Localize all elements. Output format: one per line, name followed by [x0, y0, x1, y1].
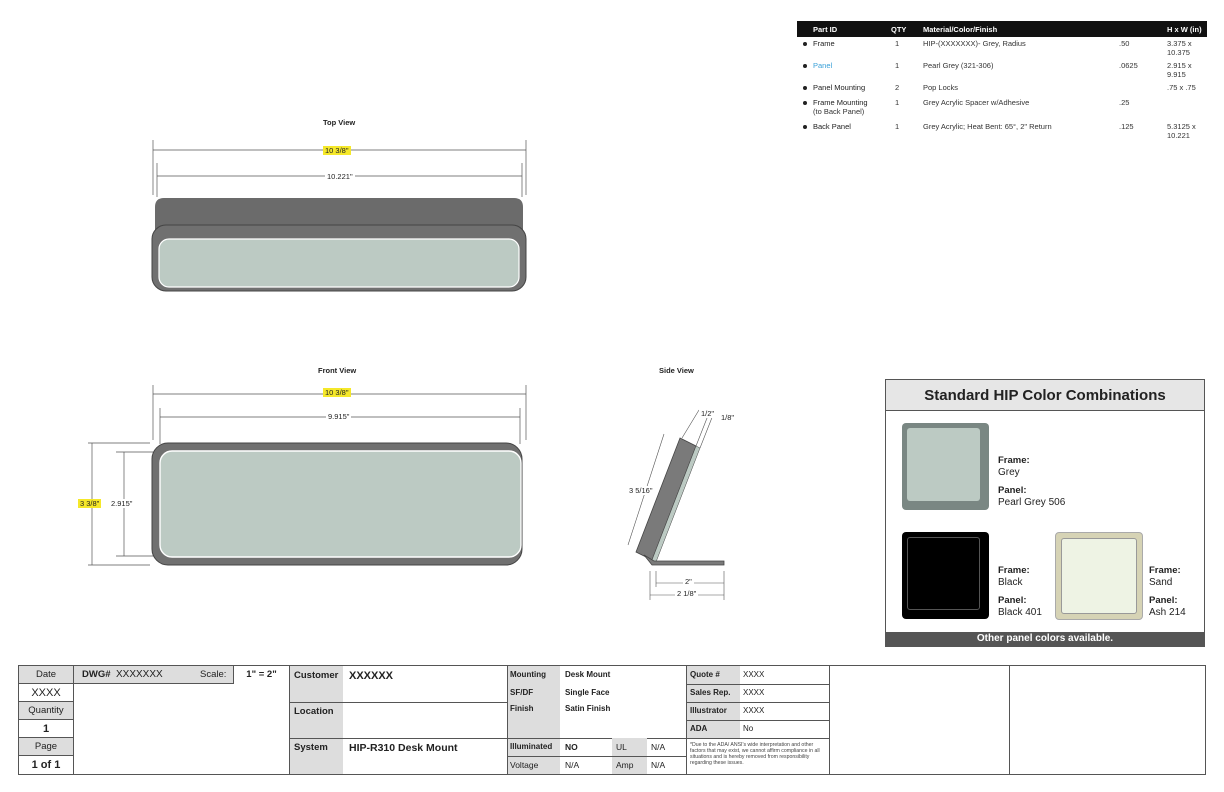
thickness-cell: .0625 — [1119, 61, 1138, 70]
combo-sand-panel-label: Panel: — [1149, 595, 1178, 606]
part-id-cell — [797, 81, 887, 96]
front-dim-outer: 10 3/8" — [325, 388, 349, 397]
part-id-sub: (to Back Panel) — [813, 107, 865, 116]
illustrator-label: Illustrator — [690, 706, 727, 715]
side-dim-b: 1/8" — [721, 413, 735, 422]
part-id-cell — [797, 37, 887, 59]
front-dim-height-outer: 3 3/8" — [80, 499, 100, 508]
sfdf-label: SF/DF — [510, 688, 534, 697]
quantity-value: 1 — [19, 720, 74, 738]
illuminated-value: NO — [565, 742, 578, 752]
voltage-label: Voltage — [510, 760, 539, 770]
side-dim-total: 2 1/8" — [677, 589, 697, 598]
parts-row — [797, 120, 1207, 142]
qty-cell: 1 — [895, 98, 900, 107]
ul-label: UL — [616, 742, 627, 752]
top-view-title: Top View — [323, 118, 356, 127]
side-dim-length: 3 5/16" — [629, 486, 653, 495]
bullet-icon — [803, 101, 807, 105]
parts-table — [797, 21, 1207, 142]
top-view-drawing — [140, 135, 540, 300]
amp-label: Amp — [616, 760, 634, 770]
divider — [829, 666, 830, 774]
side-view-title: Side View — [659, 366, 694, 375]
divider — [687, 702, 829, 703]
side-view-drawing — [600, 395, 740, 600]
swatch-black-panel — [907, 537, 980, 610]
location-label: Location — [294, 706, 334, 717]
thickness-cell: .125 — [1119, 122, 1134, 131]
finish-label: Finish — [510, 704, 534, 713]
ada-value: No — [743, 724, 754, 733]
qty-cell: 1 — [895, 61, 900, 70]
system-label: System — [294, 742, 328, 753]
part-id-cell — [797, 59, 887, 81]
parts-row — [797, 59, 1207, 81]
divider — [508, 756, 687, 757]
scale-label: Scale: — [200, 669, 227, 680]
size-cell — [1163, 96, 1207, 120]
date-label: Date — [19, 666, 74, 684]
parts-row — [797, 81, 1207, 96]
col-material: Material/Color/Finish — [919, 21, 1115, 37]
quote-value: XXXX — [743, 670, 765, 679]
combo-grey-frame-label: Frame: — [998, 455, 1030, 466]
col-thickness — [1115, 21, 1163, 37]
front-view-title: Front View — [318, 366, 357, 375]
part-id-cell — [797, 120, 887, 142]
amp-value: N/A — [651, 760, 666, 770]
mounting-value: Desk Mount — [565, 670, 611, 679]
col-qty: QTY — [887, 21, 919, 37]
page-label: Page — [19, 738, 74, 756]
size-cell: 2.915 x 9.915 — [1167, 61, 1192, 79]
dwg-label: DWG# — [82, 669, 111, 680]
bullet-icon — [803, 86, 807, 90]
scale-value: 1" = 2" — [233, 666, 289, 684]
divider — [508, 738, 687, 739]
size-cell: .75 x .75 — [1167, 83, 1196, 92]
front-dim-height-inner: 2.915" — [111, 499, 133, 508]
combo-sand-frame: Sand — [1149, 577, 1173, 588]
material-cell: Grey Acrylic; Heat Bent: 65°, 2" Return — [923, 122, 1052, 131]
size-cell: 5.3125 x 10.221 — [1167, 122, 1196, 140]
illuminated-label: Illuminated — [510, 742, 553, 751]
ada-disclaimer: *Due to the ADA/ ANSI's wide interpretation and other factors that may exist, we cannot affirm compliance in all situations and is hereby removed from responsibility regarding these issues. — [690, 742, 820, 766]
swatch-grey-panel — [907, 428, 980, 501]
date-value: XXXX — [19, 684, 74, 702]
swatch-sand-frame — [1055, 532, 1143, 620]
mounting-label-col — [508, 666, 560, 774]
side-dim-return: 2" — [685, 577, 692, 586]
sales-label: Sales Rep. — [690, 688, 731, 697]
customer-label-col — [290, 666, 343, 774]
swatch-grey-frame — [902, 423, 989, 510]
page-value: 1 of 1 — [19, 756, 74, 774]
parts-row — [797, 37, 1207, 59]
combo-black-panel-label: Panel: — [998, 595, 1027, 606]
quantity-label: Quantity — [19, 702, 74, 720]
illustrator-value: XXXX — [743, 706, 765, 715]
top-dim-inner: 10.221" — [327, 172, 353, 181]
swatch-black-frame — [902, 532, 989, 619]
divider — [290, 738, 507, 739]
finish-value: Satin Finish — [565, 704, 611, 713]
qty-cell: 1 — [895, 122, 900, 131]
size-cell: 3.375 x 10.375 — [1167, 39, 1192, 57]
material-cell: Pop Locks — [923, 83, 959, 92]
mounting-label: Mounting — [510, 670, 546, 679]
customer-label: Customer — [294, 670, 339, 681]
divider — [687, 684, 829, 685]
qty-cell: 1 — [895, 39, 900, 48]
divider — [290, 702, 507, 703]
sales-value: XXXX — [743, 688, 765, 697]
combo-black-label — [998, 565, 1042, 619]
combo-black-frame-label: Frame: — [998, 565, 1030, 576]
combo-black-panel: Black 401 — [998, 607, 1042, 618]
title-block — [18, 665, 1206, 775]
part-id: Panel Mounting — [813, 83, 866, 92]
parts-table-header — [797, 21, 1207, 37]
material-cell: Grey Acrylic Spacer w/Adhesive — [923, 98, 1030, 107]
side-dim-a: 1/2" — [701, 409, 715, 418]
part-id: Panel — [813, 61, 833, 70]
ada-label: ADA — [690, 724, 708, 733]
material-cell: HIP-(XXXXXXX)- Grey, Radius — [923, 39, 1026, 48]
voltage-value: N/A — [565, 760, 580, 770]
material-cell: Pearl Grey (321-306) — [923, 61, 994, 70]
part-id: Back Panel — [813, 122, 851, 131]
color-combinations-footer: Other panel colors available. — [886, 632, 1204, 646]
col-part-id: Part ID — [797, 21, 887, 37]
quote-label: Quote # — [690, 670, 720, 679]
combo-grey-frame: Grey — [998, 467, 1020, 478]
color-combinations-title: Standard HIP Color Combinations — [886, 380, 1204, 411]
part-id: Frame — [813, 39, 835, 48]
color-combinations-panel — [885, 379, 1205, 647]
bullet-icon — [803, 125, 807, 129]
swatch-sand-panel — [1061, 538, 1137, 614]
combo-sand-label — [1149, 565, 1186, 619]
divider — [687, 720, 829, 721]
col-size: H x W (in) — [1163, 21, 1207, 37]
ul-value: N/A — [651, 742, 666, 752]
front-dim-inner: 9.915" — [328, 412, 350, 421]
dwg-value: XXXXXXX — [116, 669, 163, 680]
customer-value: XXXXXX — [349, 670, 394, 682]
top-dim-outer: 10 3/8" — [325, 146, 349, 155]
combo-sand-panel: Ash 214 — [1149, 607, 1186, 618]
combo-grey-panel-label: Panel: — [998, 485, 1027, 496]
combo-grey-panel: Pearl Grey 506 — [998, 497, 1066, 508]
thickness-cell — [1115, 81, 1163, 96]
combo-grey-label — [998, 455, 1065, 509]
part-id: Frame Mounting — [813, 98, 868, 107]
bullet-icon — [803, 64, 807, 68]
sfdf-value: Single Face — [565, 688, 610, 697]
divider — [687, 738, 829, 739]
combo-sand-frame-label: Frame: — [1149, 565, 1181, 576]
qty-cell: 2 — [895, 83, 900, 92]
front-view-drawing — [80, 380, 540, 580]
parts-row — [797, 96, 1207, 120]
part-id-cell — [797, 96, 887, 120]
divider — [1009, 666, 1010, 774]
thickness-cell: .50 — [1119, 39, 1130, 48]
combo-black-frame: Black — [998, 577, 1023, 588]
bullet-icon — [803, 42, 807, 46]
system-value: HIP-R310 Desk Mount — [349, 742, 458, 754]
thickness-cell: .25 — [1119, 98, 1130, 107]
